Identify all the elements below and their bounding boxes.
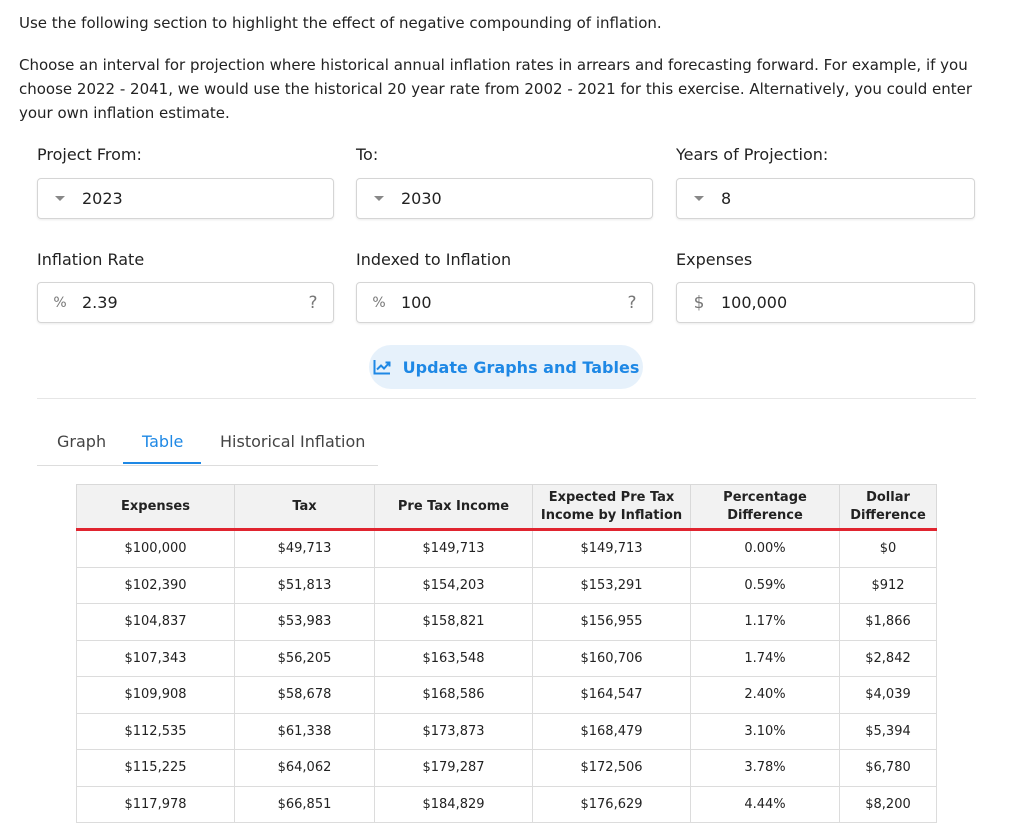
years-value: 8 (721, 189, 732, 208)
table-cell: $56,205 (235, 640, 375, 677)
table-header-row (77, 485, 937, 530)
table-cell: $184,829 (375, 786, 533, 823)
indexed-value: 100 (401, 293, 432, 312)
inflation-rate-input[interactable] (37, 282, 334, 323)
table-cell: $168,479 (533, 713, 691, 750)
table-cell: $149,713 (375, 530, 533, 568)
caret-down-icon (38, 196, 82, 201)
table-cell: $1,866 (840, 604, 937, 641)
to-select[interactable] (356, 178, 653, 219)
table-cell: 3.10% (691, 713, 840, 750)
tab-table[interactable]: Table (142, 432, 184, 451)
table-cell: $104,837 (77, 604, 235, 641)
divider (37, 398, 976, 399)
table-cell: 0.00% (691, 530, 840, 568)
table-cell: $61,338 (235, 713, 375, 750)
table-cell: $179,287 (375, 750, 533, 787)
table-cell: $154,203 (375, 567, 533, 604)
tab-bar (37, 420, 378, 466)
column-header: Dollar Difference (840, 485, 937, 530)
table-row (77, 604, 937, 641)
table-row (77, 567, 937, 604)
table-cell: $173,873 (375, 713, 533, 750)
to-value: 2030 (401, 189, 442, 208)
table-cell: $158,821 (375, 604, 533, 641)
table-cell: $115,225 (77, 750, 235, 787)
tab-graph[interactable]: Graph (57, 432, 107, 451)
table-cell: 3.78% (691, 750, 840, 787)
table-cell: $2,842 (840, 640, 937, 677)
table-row (77, 640, 937, 677)
table-row (77, 750, 937, 787)
table-cell: $160,706 (533, 640, 691, 677)
table-row (77, 786, 937, 823)
table-cell: $64,062 (235, 750, 375, 787)
table-cell: $6,780 (840, 750, 937, 787)
table-cell: $164,547 (533, 677, 691, 714)
project-from-value: 2023 (82, 189, 123, 208)
expenses-label: Expenses (676, 250, 753, 269)
update-graphs-label: Update Graphs and Tables (402, 357, 640, 377)
table-cell: $4,039 (840, 677, 937, 714)
table-cell: 4.44% (691, 786, 840, 823)
table-cell: $102,390 (77, 567, 235, 604)
active-tab-indicator (123, 462, 201, 464)
expenses-value: 100,000 (721, 293, 788, 312)
table-cell: $58,678 (235, 677, 375, 714)
intro-description: Choose an interval for projection where historical annual inflation rates in arrears and forecasting forward. For example, if you choose 2022 - 2041, we would use the historical 20 year rate from 2002 - 2021 for this exercise. Alternatively, you could enter your own inflation estimate. (19, 56, 973, 122)
table-cell: $176,629 (533, 786, 691, 823)
percent-icon: % (53, 294, 67, 311)
table-cell: $66,851 (235, 786, 375, 823)
table-cell: 0.59% (691, 567, 840, 604)
table-cell: $912 (840, 567, 937, 604)
column-header: Pre Tax Income (375, 485, 533, 530)
project-from-select[interactable] (37, 178, 334, 219)
column-header: Expected Pre Tax Income by Inflation (533, 485, 691, 530)
update-graphs-button[interactable] (369, 345, 643, 389)
table-cell: $163,548 (375, 640, 533, 677)
table-cell: $168,586 (375, 677, 533, 714)
inflation-rate-value: 2.39 (82, 293, 118, 312)
table-row (77, 713, 937, 750)
table-cell: $100,000 (77, 530, 235, 568)
indexed-input[interactable] (356, 282, 653, 323)
table-cell: $149,713 (533, 530, 691, 568)
help-icon[interactable]: ? (627, 292, 637, 313)
table-cell: $172,506 (533, 750, 691, 787)
table-cell: $153,291 (533, 567, 691, 604)
table-cell: $51,813 (235, 567, 375, 604)
help-icon[interactable]: ? (308, 292, 318, 313)
table-cell: $0 (840, 530, 937, 568)
tab-historical-inflation[interactable]: Historical Inflation (220, 432, 366, 451)
column-header: Expenses (77, 485, 235, 530)
table-cell: $156,955 (533, 604, 691, 641)
to-label: To: (356, 145, 379, 164)
table-cell: 1.17% (691, 604, 840, 641)
inflation-rate-label: Inflation Rate (37, 250, 145, 269)
table-cell: $107,343 (77, 640, 235, 677)
expenses-input[interactable] (676, 282, 975, 323)
table-cell: 2.40% (691, 677, 840, 714)
table-cell: 1.74% (691, 640, 840, 677)
caret-down-icon (677, 196, 721, 201)
table-cell: $112,535 (77, 713, 235, 750)
intro-text: Use the following section to highlight the effect of negative compounding of inflation. (19, 14, 662, 32)
table-cell: $109,908 (77, 677, 235, 714)
project-from-label: Project From: (37, 145, 142, 164)
table-cell: $8,200 (840, 786, 937, 823)
column-header: Tax (235, 485, 375, 530)
table-row (77, 530, 937, 568)
chart-line-icon (373, 359, 391, 375)
caret-down-icon (357, 196, 401, 201)
projection-table (76, 484, 937, 823)
table-cell: $53,983 (235, 604, 375, 641)
table-cell: $49,713 (235, 530, 375, 568)
table-cell: $5,394 (840, 713, 937, 750)
years-label: Years of Projection: (676, 145, 829, 164)
indexed-label: Indexed to Inflation (356, 250, 512, 269)
column-header: Percentage Difference (691, 485, 840, 530)
table-row (77, 677, 937, 714)
table-cell: $117,978 (77, 786, 235, 823)
percent-icon: % (372, 294, 386, 311)
years-select[interactable] (676, 178, 975, 219)
dollar-icon: $ (693, 292, 705, 313)
